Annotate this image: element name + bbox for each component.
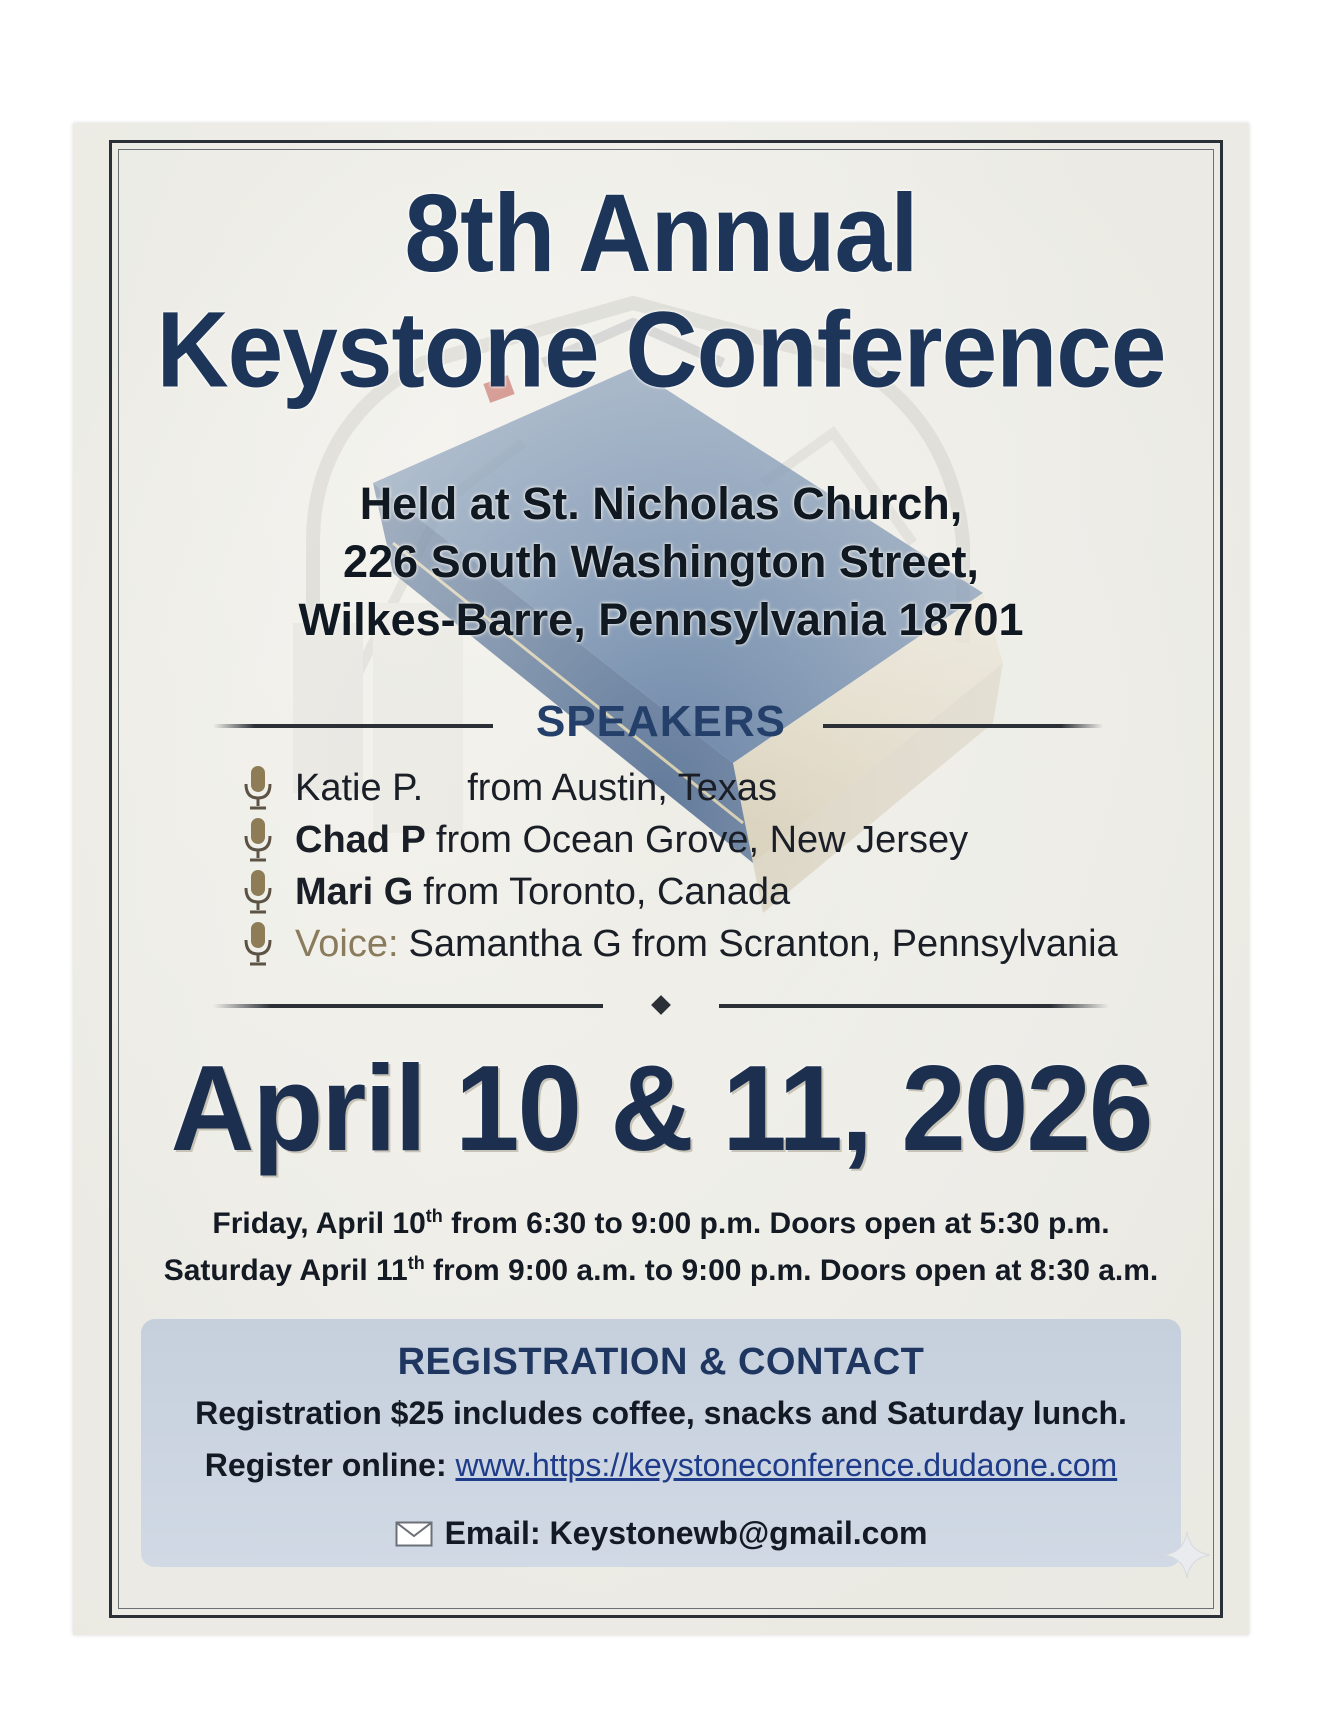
registration-fee: Registration $25 includes coffee, snacks and Saturday lunch. <box>195 1395 1127 1431</box>
venue-line-street: 226 South Washington Street, <box>343 536 979 587</box>
sparkle-icon <box>1162 1530 1212 1580</box>
date-rule-left <box>213 1004 603 1008</box>
speaker-name: Katie P. <box>295 766 424 809</box>
venue-line-city: Wilkes-Barre, Pennsylvania 18701 <box>298 594 1024 645</box>
microphone-icon <box>241 868 275 916</box>
speaker-item <box>241 763 777 813</box>
schedule-saturday-times: from 9:00 a.m. to 9:00 p.m. Doors open at 8:30 a.m. <box>424 1254 1159 1287</box>
schedule-friday-date: Friday, April 10 <box>212 1207 426 1240</box>
conference-flyer <box>73 123 1249 1635</box>
speaker-item <box>241 919 1118 969</box>
speaker-name: Mari G <box>295 870 414 913</box>
speaker-location: from Austin, Texas <box>467 766 777 809</box>
contact-email-text: Email: Keystonewb@gmail.com <box>444 1515 928 1551</box>
flyer-title-line2: Keystone Conference <box>156 289 1166 411</box>
envelope-icon <box>395 1521 433 1547</box>
schedule-saturday-suffix: th <box>407 1253 425 1273</box>
flyer-title-line1: 8th Annual <box>404 171 918 295</box>
speaker-location: from Scranton, Pennsylvania <box>631 922 1118 965</box>
speaker-location: from Toronto, Canada <box>423 870 791 913</box>
schedule-friday-suffix: th <box>425 1206 443 1226</box>
speaker-prefix: Voice: <box>295 922 399 965</box>
event-dates: April 10 & 11, 2026 <box>170 1039 1152 1177</box>
speaker-name: Chad P <box>295 818 426 861</box>
venue-line-church: Held at St. Nicholas Church, <box>359 478 963 529</box>
microphone-icon <box>241 920 275 968</box>
schedule-saturday-date: Saturday April 11 <box>163 1254 408 1287</box>
speakers-heading: SPEAKERS <box>535 697 787 746</box>
microphone-icon <box>241 764 275 812</box>
register-online-label: Register online: <box>204 1447 456 1483</box>
registration-heading: REGISTRATION & CONTACT <box>397 1341 925 1383</box>
speaker-item <box>241 815 968 865</box>
registration-panel <box>141 1319 1181 1567</box>
schedule-friday <box>73 1206 1249 1241</box>
speaker-item <box>241 867 790 917</box>
schedule-friday-times: from 6:30 to 9:00 p.m. Doors open at 5:30 p.m. <box>442 1207 1110 1240</box>
speaker-location: from Ocean Grove, New Jersey <box>435 818 969 861</box>
schedule-saturday <box>73 1253 1249 1288</box>
registration-link[interactable]: www.https://keystoneconference.dudaone.com <box>455 1447 1118 1483</box>
date-rule-right <box>719 1004 1109 1008</box>
register-online-line <box>141 1447 1181 1484</box>
contact-email <box>141 1515 1181 1552</box>
speaker-name: Samantha G <box>408 922 622 965</box>
microphone-icon <box>241 816 275 864</box>
